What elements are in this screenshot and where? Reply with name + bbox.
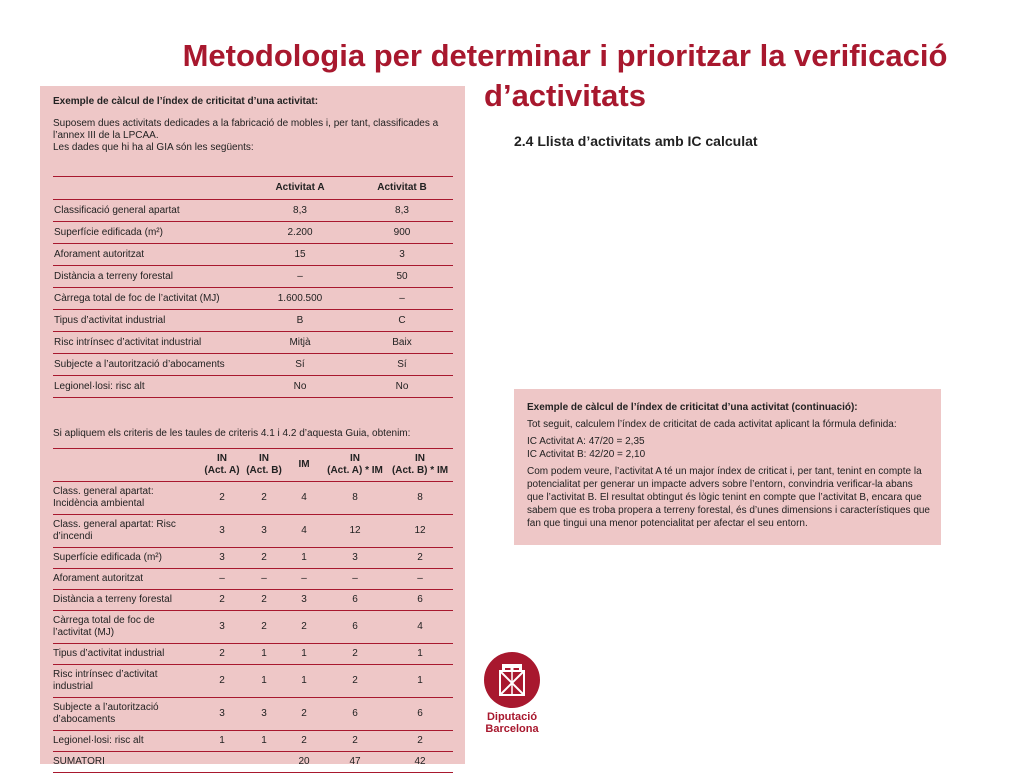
table-cell: No — [249, 376, 351, 398]
row-label: Legionel·losi: risc alt — [53, 376, 249, 398]
row-label — [53, 731, 201, 752]
table-cell: 2.200 — [249, 222, 351, 244]
table-cell: – — [387, 569, 453, 590]
table-cell: 2 — [285, 731, 323, 752]
table2-header — [243, 449, 285, 482]
header-line: IN — [259, 453, 269, 464]
header-line: (Act. B) * IM — [391, 465, 449, 476]
table-cell: 47 — [323, 752, 387, 773]
intro-line: l’annex III de la LPCAA. — [53, 130, 159, 141]
table-cell: 2 — [387, 548, 453, 569]
ic-activity-b: IC Activitat B: 42/20 = 2,10 — [527, 449, 646, 460]
row-label-line: industrial — [53, 681, 94, 692]
page-title-line-1: Metodologia per determinar i prioritzar la verificació — [182, 38, 948, 73]
table-cell: 2 — [201, 590, 243, 611]
table-row — [53, 354, 453, 376]
row-label — [53, 752, 201, 773]
table-cell: 15 — [249, 244, 351, 266]
row-label-line: Incidència ambiental — [53, 498, 145, 509]
table-cell: 3 — [201, 698, 243, 731]
table-cell: C — [351, 310, 453, 332]
right-panel-conclusion: Com podem veure, l’activitat A té un major índex de criticat i, per tant, tenint en compte la potencialitat per generar un impacte advers sobre l’entorn, convindria verificar-la abans que l’activitat B. El resultat obtingut és lògic tenint en compte que l’activitat B, encara que sabem que es troba propera a terreny forestal, és d’unes dimensions i característiques que fan que tingui una menor potencialitat per afectar el seu entorn. — [527, 466, 930, 529]
table-row — [53, 665, 453, 698]
row-label-line: l’activitat (MJ) — [53, 627, 115, 638]
row-label — [53, 548, 201, 569]
table-cell: 2 — [201, 665, 243, 698]
row-label-line: Class. general apartat: Risc — [53, 519, 176, 530]
row-label-line: Aforament autoritzat — [53, 573, 144, 584]
left-panel-intro — [53, 118, 453, 154]
table-row — [53, 752, 453, 773]
table-row — [53, 698, 453, 731]
header-line: (Act. A) — [204, 465, 240, 476]
table1-header: Activitat B — [351, 177, 453, 200]
header-line: (Act. A) * IM — [327, 465, 383, 476]
table-cell: – — [323, 569, 387, 590]
table-row — [53, 731, 453, 752]
table-cell: 2 — [243, 611, 285, 644]
row-label-line: Legionel·losi: risc alt — [53, 735, 144, 746]
header-line: IN — [350, 453, 360, 464]
table-row — [53, 569, 453, 590]
row-label — [53, 569, 201, 590]
table-cell: 12 — [323, 515, 387, 548]
table-cell: 1 — [387, 644, 453, 665]
table2-header — [323, 449, 387, 482]
table2-header — [387, 449, 453, 482]
row-label-line: Distància a terreny forestal — [53, 594, 172, 605]
table-cell: 1 — [285, 548, 323, 569]
right-panel-line: Tot seguit, calculem l’índex de criticitat de cada activitat aplicant la fórmula definida: — [527, 419, 897, 430]
table-cell: 8,3 — [351, 200, 453, 222]
row-label: Risc intrínsec d’activitat industrial — [53, 332, 249, 354]
table-cell: Mitjà — [249, 332, 351, 354]
header-line: IN — [217, 453, 227, 464]
table-cell: 3 — [201, 611, 243, 644]
table-row — [53, 515, 453, 548]
row-label-line: d’incendi — [53, 531, 93, 542]
table-cell: 2 — [387, 731, 453, 752]
header-line: (Act. B) — [246, 465, 282, 476]
ic-activity-a: IC Activitat A: 47/20 = 2,35 — [527, 436, 645, 447]
table-cell: 1 — [243, 731, 285, 752]
table-cell: 1 — [285, 644, 323, 665]
table-cell: – — [351, 288, 453, 310]
criteria-scores-table — [53, 448, 453, 773]
table-cell: 3 — [201, 515, 243, 548]
table-row — [53, 548, 453, 569]
table-cell: Sí — [351, 354, 453, 376]
table2-header — [285, 449, 323, 482]
table-row — [53, 310, 453, 332]
table-cell: 1 — [387, 665, 453, 698]
table-cell: 3 — [243, 515, 285, 548]
table-row — [53, 644, 453, 665]
table-cell: 2 — [243, 482, 285, 515]
row-label — [53, 611, 201, 644]
table-cell: No — [351, 376, 453, 398]
table-cell: 6 — [387, 698, 453, 731]
table-cell: 42 — [387, 752, 453, 773]
table-cell: 900 — [351, 222, 453, 244]
table-cell: 2 — [285, 698, 323, 731]
table-cell: 1 — [285, 665, 323, 698]
table-cell: 6 — [323, 698, 387, 731]
logo-line-2: Barcelona — [485, 723, 539, 735]
row-label-line: Càrrega total de foc de — [53, 615, 155, 626]
diputacio-barcelona-shield-icon — [484, 652, 540, 708]
table-cell: 1 — [201, 731, 243, 752]
table-row — [53, 611, 453, 644]
table-cell — [201, 752, 243, 773]
table2-header — [201, 449, 243, 482]
table-cell: 2 — [243, 548, 285, 569]
table-cell: 3 — [323, 548, 387, 569]
table-row — [53, 222, 453, 244]
intro-line: Suposem dues activitats dedicades a la fabricació de mobles i, per tant, classificades a — [53, 118, 439, 129]
activity-data-table — [53, 176, 453, 398]
intro-line: Les dades que hi ha al GIA són les següents: — [53, 142, 254, 153]
table-cell: 12 — [387, 515, 453, 548]
table-cell: B — [249, 310, 351, 332]
left-panel-heading: Exemple de càlcul de l’índex de criticitat d’una activitat: — [53, 96, 319, 107]
table-cell: 3 — [243, 698, 285, 731]
row-label-line: Subjecte a l’autorització — [53, 702, 159, 713]
table-cell: 8,3 — [249, 200, 351, 222]
row-label — [53, 644, 201, 665]
table-row — [53, 590, 453, 611]
table-cell: 6 — [387, 590, 453, 611]
row-label — [53, 590, 201, 611]
table-row — [53, 200, 453, 222]
row-label: Superfície edificada (m²) — [53, 222, 249, 244]
table-cell: 1.600.500 — [249, 288, 351, 310]
table-cell: 4 — [285, 482, 323, 515]
row-label — [53, 665, 201, 698]
table-cell: 4 — [285, 515, 323, 548]
row-label — [53, 482, 201, 515]
table-cell: 2 — [285, 611, 323, 644]
right-panel-heading: Exemple de càlcul de l’índex de criticitat d’una activitat (continuació): — [527, 402, 858, 413]
table-cell: 50 — [351, 266, 453, 288]
left-example-panel — [40, 86, 465, 767]
table-cell: Baix — [351, 332, 453, 354]
table-cell: 2 — [243, 590, 285, 611]
table-cell: 8 — [323, 482, 387, 515]
table-cell — [243, 752, 285, 773]
row-label: Càrrega total de foc de l’activitat (MJ) — [53, 288, 249, 310]
row-label-line: d’abocaments — [53, 714, 116, 725]
table-cell: 3 — [285, 590, 323, 611]
table2-header — [53, 449, 201, 482]
table-cell: 6 — [323, 590, 387, 611]
table-row — [53, 482, 453, 515]
row-label-line: SUMATORI — [53, 756, 105, 767]
diputacio-barcelona-logo — [480, 650, 544, 740]
table-cell: 1 — [243, 665, 285, 698]
table-cell: 8 — [387, 482, 453, 515]
header-line: IM — [298, 459, 310, 470]
row-label: Distància a terreny forestal — [53, 266, 249, 288]
table-cell: 6 — [323, 611, 387, 644]
row-label: Subjecte a l’autorització d’abocaments — [53, 354, 249, 376]
row-label: Classificació general apartat — [53, 200, 249, 222]
table-cell: 4 — [387, 611, 453, 644]
table-cell: – — [249, 266, 351, 288]
table-cell: 3 — [351, 244, 453, 266]
table-row — [53, 288, 453, 310]
table-row — [53, 266, 453, 288]
table-cell: 3 — [201, 548, 243, 569]
table1-header: Activitat A — [249, 177, 351, 200]
section-subtitle: 2.4 Llista d’activitats amb IC calculat — [514, 133, 758, 149]
row-label: Tipus d’activitat industrial — [53, 310, 249, 332]
table-cell: 20 — [285, 752, 323, 773]
table-row — [53, 244, 453, 266]
criteria-intro: Si apliquem els criteris de les taules de criteris 4.1 i 4.2 d’aquesta Guia, obtenim: — [53, 428, 411, 439]
table-cell: – — [243, 569, 285, 590]
page-title-line-2: d’activitats — [484, 78, 646, 113]
row-label — [53, 698, 201, 731]
table-cell: – — [285, 569, 323, 590]
row-label-line: Risc intrínsec d’activitat — [53, 669, 158, 680]
header-line: IN — [415, 453, 425, 464]
table-cell: 2 — [323, 731, 387, 752]
table-row — [53, 332, 453, 354]
table-cell: 1 — [243, 644, 285, 665]
row-label-line: Superfície edificada (m²) — [53, 552, 162, 563]
logo-line-1: Diputació — [486, 711, 538, 723]
table-cell: Sí — [249, 354, 351, 376]
row-label — [53, 515, 201, 548]
table1-header — [53, 177, 249, 200]
table-cell: 2 — [323, 644, 387, 665]
row-label: Aforament autoritzat — [53, 244, 249, 266]
row-label-line: Class. general apartat: — [53, 486, 154, 497]
table-cell: 2 — [323, 665, 387, 698]
table-cell: 2 — [201, 482, 243, 515]
logo-text — [480, 711, 544, 735]
right-example-panel — [514, 389, 941, 545]
table-row — [53, 376, 453, 398]
table-cell: – — [201, 569, 243, 590]
row-label-line: Tipus d’activitat industrial — [53, 648, 165, 659]
table-cell: 2 — [201, 644, 243, 665]
